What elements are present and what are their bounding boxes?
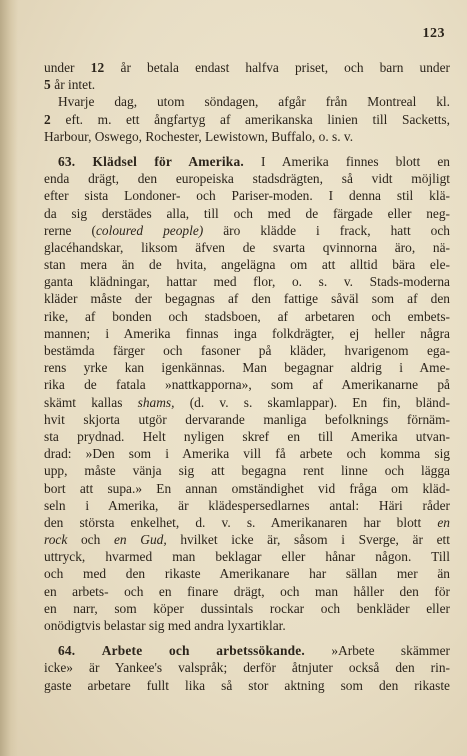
text-run: enda drägt, den europeiska stadsdrägten, så vidt möjligt <box>44 171 450 187</box>
text-line <box>44 445 450 462</box>
bold-text-run: Arbete och arbetssökande. <box>101 643 305 659</box>
italic-text-run: coloured people) <box>95 222 204 238</box>
text-run: »Arbete skämmer <box>304 643 450 659</box>
text-line <box>44 548 450 565</box>
text-run: rika de fatala »nattkapporna», som af Amerikanarne på <box>44 377 450 393</box>
text-run: seln i Amerika, är klädespersedlarnes antal: Häri råder <box>44 497 450 513</box>
text-line <box>44 59 450 76</box>
text-line <box>44 111 450 128</box>
text-line <box>44 617 450 634</box>
italic-text-run: en <box>437 514 450 530</box>
text-line <box>44 205 450 222</box>
text-run: stan mera än de hvita, angelägna om att alltid bära ele- <box>44 257 450 273</box>
text-run: drad: »Den som i Amerika vill få arbete och komma sig <box>44 446 450 462</box>
text-run: bort att supa.» En annan omständighet vid fråga om kläd- <box>44 480 450 496</box>
bold-text-run: 64. <box>58 643 76 659</box>
text-line <box>44 462 450 479</box>
text-run: den största enkelhet, d. v. s. Amerikanaren har blott <box>44 514 438 530</box>
text-run: kläder måste der begagnas af den fattige såväl som af den <box>44 291 450 307</box>
text-run: hvilket icke är, såsom i Sverge, är ett <box>166 532 450 548</box>
text-run: glacéhandskar, liksom äfven de svarta qvinnorna äro, nä- <box>44 239 450 255</box>
text-run: rike, af bonden och stadsboen, af arbetaren och embets- <box>44 308 450 324</box>
bold-text-run: 63. <box>58 153 76 169</box>
text-line <box>44 394 450 411</box>
text-line <box>44 187 450 204</box>
text-line <box>44 411 450 428</box>
text-run: gaste arbetare fullt lika så stor aktning som den rikaste <box>44 677 450 693</box>
text-line <box>44 565 450 582</box>
text-run <box>75 643 101 658</box>
text-line <box>44 583 450 600</box>
text-line <box>44 376 450 393</box>
text-run: och med den rikaste Amerikanare har sällan mer än <box>44 566 450 582</box>
text-run: mannen; i Amerika finnas inga folkdrägter, ej heller några <box>44 325 450 341</box>
text-line <box>44 273 450 290</box>
text-line <box>44 480 450 497</box>
text-run: I Amerika finnes blott en <box>243 153 450 169</box>
italic-text-run: rock <box>44 532 68 548</box>
text-run: uttryck, hvarmed man beklagar eller hånar någon. Till <box>44 549 450 565</box>
text-run: (d. v. s. skamlappar). En fin, bländ- <box>174 394 450 410</box>
bold-text-run: Klädsel för Amerika. <box>92 153 244 169</box>
text-run: Hvarje dag, utom söndagen, afgår från Montreal kl. <box>58 94 450 110</box>
text-line <box>44 239 450 256</box>
bold-text-run: 5 <box>44 77 51 93</box>
text-run: eft. m. ett ångfartyg af amerikanska linien till Sacketts, <box>50 111 450 127</box>
text-line <box>44 222 450 239</box>
page-gutter-shadow <box>0 0 18 756</box>
text-line <box>44 170 450 187</box>
text-run: ganta klädningar, hattar med flor, o. s. v. Stads-moderna <box>44 274 450 290</box>
text-line <box>44 600 450 617</box>
text-line <box>44 128 450 145</box>
text-line <box>44 497 450 514</box>
text-run: en narr, som köper dussintals rockar och benkläder eller <box>44 600 450 616</box>
text-run: äro klädde i frack, hatt och <box>203 222 451 238</box>
text-run <box>75 154 92 169</box>
page-number: 123 <box>422 26 445 41</box>
text-run: onödigtvis belastar sig med andra lyxartiklar. <box>44 618 286 633</box>
text-run: en arbets- och en finare drägt, och man håller den för <box>44 583 450 599</box>
text-line <box>44 153 450 170</box>
text-run: skämt kallas <box>44 394 138 410</box>
paragraph-gap <box>44 145 450 153</box>
italic-text-run: en Gud, <box>113 532 167 548</box>
text-line <box>44 359 450 376</box>
text-run: rens yrke kan igenkännas. Man begagnar aldrig i Ame- <box>44 360 450 376</box>
body-text <box>44 59 450 694</box>
text-line <box>44 325 450 342</box>
text-run: efter sista Londoner- och Pariser-moden. I denna stil klä- <box>44 188 450 204</box>
text-run: år betala endast halfva priset, och barn under <box>104 60 451 75</box>
text-line <box>44 290 450 307</box>
text-run: rerne ( <box>44 222 96 238</box>
text-run: upp, måste vänja sig att begagna rent linne och lägga <box>44 463 450 479</box>
text-run: icke» är Yankee's valspråk; derför åtnjuter också den rin- <box>44 660 450 676</box>
text-line <box>44 342 450 359</box>
text-line <box>44 428 450 445</box>
text-line <box>44 93 450 110</box>
text-run: Harbour, Oswego, Rochester, Lewistown, Buffalo, o. s. v. <box>44 128 354 144</box>
text-line <box>44 514 450 531</box>
text-run: år intet. <box>50 77 96 93</box>
text-run: bestämda färger och fasoner på kläder, hvarigenom ega- <box>44 343 450 358</box>
text-line <box>44 256 450 273</box>
text-run: och <box>67 532 114 548</box>
text-run: under <box>44 60 91 75</box>
bold-text-run: 2 <box>44 111 51 127</box>
italic-text-run: shams, <box>137 394 175 410</box>
text-run: da sig derstädes alla, till och med de färgade eller neg- <box>44 205 450 221</box>
text-line <box>44 308 450 325</box>
text-line <box>44 531 450 548</box>
paragraph-gap <box>44 634 450 642</box>
bold-text-run: 12 <box>90 60 105 75</box>
text-line <box>44 659 450 676</box>
text-run: sta prydnad. Helt nyligen skref en till Amerika utvan- <box>44 428 450 444</box>
text-line <box>44 677 450 694</box>
text-run: hvit skjorta utgör dervarande manliga befolknings förnäm- <box>44 411 450 427</box>
text-line <box>44 76 450 93</box>
text-line <box>44 642 450 659</box>
